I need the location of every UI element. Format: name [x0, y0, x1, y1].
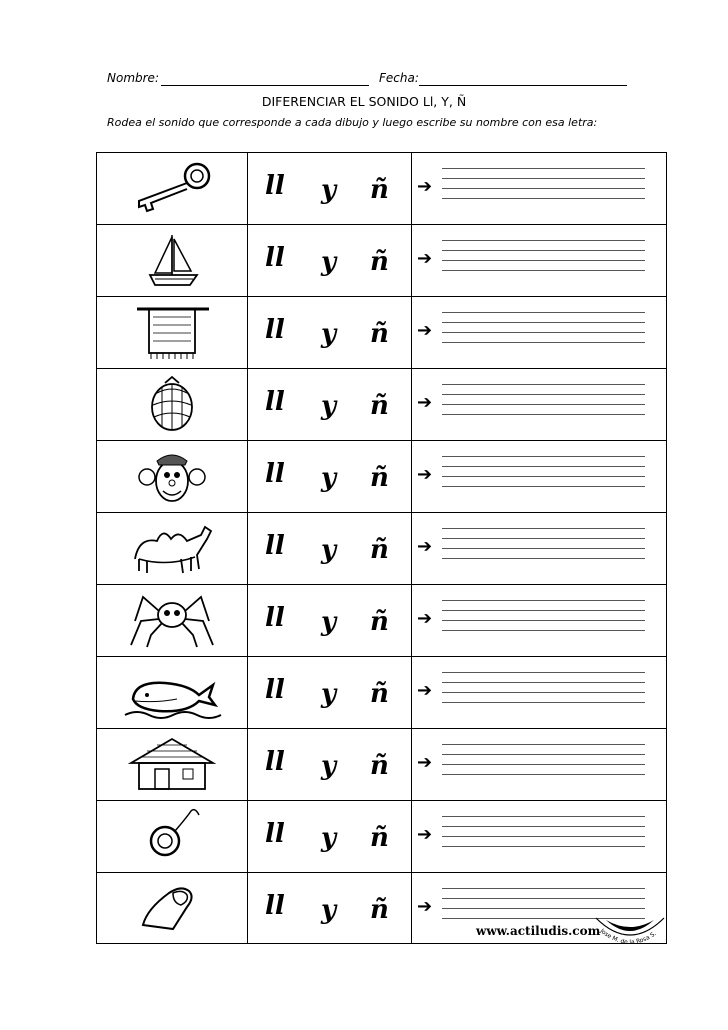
whale-icon: [117, 663, 227, 721]
column-divider: [411, 873, 412, 943]
writing-line: [442, 198, 645, 199]
letter-y-option[interactable]: y: [321, 751, 337, 781]
writing-line: [442, 456, 645, 457]
raspberry-icon: [117, 375, 227, 433]
column-divider: [411, 153, 412, 224]
hut-icon: [117, 735, 227, 793]
letter-n-option[interactable]: ñ: [370, 175, 389, 205]
clown-icon: [117, 447, 227, 505]
writing-line: [442, 476, 645, 477]
table-row: [96, 152, 667, 224]
letter-y-option[interactable]: y: [321, 247, 337, 277]
letter-n-option[interactable]: ñ: [370, 247, 389, 277]
table-row: [96, 224, 667, 296]
date-field[interactable]: [419, 85, 627, 86]
yoyo-icon: [117, 807, 227, 865]
writing-line: [442, 888, 645, 889]
author-logo: [592, 912, 668, 954]
letter-y-option[interactable]: y: [321, 679, 337, 709]
column-divider: [411, 441, 412, 512]
writing-line: [442, 270, 645, 271]
writing-line: [442, 414, 645, 415]
column-divider: [411, 297, 412, 368]
logo-text: Jose M. de la Rosa S.: [598, 927, 658, 947]
letter-n-option[interactable]: ñ: [370, 535, 389, 565]
letter-options: [248, 441, 411, 512]
letter-ll-option[interactable]: ll: [265, 459, 285, 489]
date-label: Fecha:: [379, 71, 419, 85]
header-fields: [107, 71, 627, 89]
table-row: [96, 656, 667, 728]
writing-line: [442, 908, 645, 909]
column-divider: [411, 225, 412, 296]
name-field[interactable]: [161, 85, 369, 86]
letter-ll-option[interactable]: ll: [265, 747, 285, 777]
arrow-right-icon: ➔: [417, 392, 433, 413]
writing-line: [442, 312, 645, 313]
letter-options: [248, 585, 411, 656]
letter-ll-option[interactable]: ll: [265, 531, 285, 561]
writing-line: [442, 836, 645, 837]
letter-ll-option[interactable]: ll: [265, 675, 285, 705]
letter-y-option[interactable]: y: [321, 319, 337, 349]
writing-line: [442, 188, 645, 189]
letter-ll-option[interactable]: ll: [265, 171, 285, 201]
letter-y-option[interactable]: y: [321, 535, 337, 565]
writing-line: [442, 178, 645, 179]
writing-line: [442, 754, 645, 755]
letter-n-option[interactable]: ñ: [370, 319, 389, 349]
column-divider: [411, 513, 412, 584]
letter-n-option[interactable]: ñ: [370, 679, 389, 709]
arrow-right-icon: ➔: [417, 536, 433, 557]
letter-y-option[interactable]: y: [321, 175, 337, 205]
writing-line: [442, 682, 645, 683]
name-label: Nombre:: [107, 71, 159, 85]
arrow-right-icon: ➔: [417, 896, 433, 917]
letter-ll-option[interactable]: ll: [265, 243, 285, 273]
sailboat-icon: [117, 231, 227, 289]
column-divider: [411, 657, 412, 728]
letter-options: [248, 657, 411, 728]
writing-line: [442, 394, 645, 395]
table-row: [96, 800, 667, 872]
letter-y-option[interactable]: y: [321, 823, 337, 853]
letter-ll-option[interactable]: ll: [265, 387, 285, 417]
letter-options: [248, 801, 411, 872]
arrow-right-icon: ➔: [417, 680, 433, 701]
writing-line: [442, 744, 645, 745]
table-row: [96, 584, 667, 656]
arrow-right-icon: ➔: [417, 176, 433, 197]
writing-line: [442, 250, 645, 251]
arrow-right-icon: ➔: [417, 320, 433, 341]
letter-ll-option[interactable]: ll: [265, 891, 285, 921]
letter-options: [248, 153, 411, 224]
writing-line: [442, 702, 645, 703]
letter-y-option[interactable]: y: [321, 895, 337, 925]
table-row: [96, 728, 667, 800]
website-text: www.actiludis.com: [476, 924, 601, 938]
letter-n-option[interactable]: ñ: [370, 463, 389, 493]
letter-y-option[interactable]: y: [321, 607, 337, 637]
writing-lines[interactable]: [442, 816, 645, 860]
page-title: DIFERENCIAR EL SONIDO Ll, Y, Ñ: [261, 94, 467, 109]
letter-y-option[interactable]: y: [321, 391, 337, 421]
letter-ll-option[interactable]: ll: [265, 603, 285, 633]
writing-line: [442, 538, 645, 539]
arrow-right-icon: ➔: [417, 248, 433, 269]
writing-line: [442, 486, 645, 487]
letter-n-option[interactable]: ñ: [370, 607, 389, 637]
writing-line: [442, 826, 645, 827]
spider-icon: [117, 591, 227, 649]
writing-lines[interactable]: [442, 672, 645, 716]
letter-options: [248, 297, 411, 368]
writing-line: [442, 610, 645, 611]
letter-ll-option[interactable]: ll: [265, 315, 285, 345]
writing-line: [442, 240, 645, 241]
letter-options: [248, 369, 411, 440]
letter-ll-option[interactable]: ll: [265, 819, 285, 849]
letter-options: [248, 873, 411, 943]
writing-line: [442, 322, 645, 323]
letter-n-option[interactable]: ñ: [370, 823, 389, 853]
column-divider: [411, 729, 412, 800]
key-icon: [117, 159, 227, 217]
writing-line: [442, 630, 645, 631]
arrow-right-icon: ➔: [417, 752, 433, 773]
writing-line: [442, 260, 645, 261]
arrow-right-icon: ➔: [417, 464, 433, 485]
writing-line: [442, 332, 645, 333]
table-row: [96, 440, 667, 512]
writing-line: [442, 558, 645, 559]
table-row: [96, 512, 667, 584]
writing-line: [442, 774, 645, 775]
writing-line: [442, 898, 645, 899]
instructions-text: Rodea el sonido que corresponde a cada dibujo y luego escribe su nombre con esa letra:: [107, 116, 598, 129]
writing-line: [442, 692, 645, 693]
letter-n-option[interactable]: ñ: [370, 391, 389, 421]
letter-options: [248, 225, 411, 296]
writing-line: [442, 528, 645, 529]
column-divider: [411, 801, 412, 872]
table-row: [96, 368, 667, 440]
writing-line: [442, 548, 645, 549]
writing-lines[interactable]: [442, 600, 645, 644]
letter-n-option[interactable]: ñ: [370, 895, 389, 925]
writing-lines[interactable]: [442, 240, 645, 284]
column-divider: [411, 585, 412, 656]
writing-line: [442, 764, 645, 765]
writing-line: [442, 672, 645, 673]
towel-icon: [117, 303, 227, 361]
arrow-right-icon: ➔: [417, 608, 433, 629]
letter-n-option[interactable]: ñ: [370, 751, 389, 781]
writing-lines[interactable]: [442, 312, 645, 356]
writing-line: [442, 342, 645, 343]
writing-line: [442, 168, 645, 169]
table-row: [96, 296, 667, 368]
exercise-table: [96, 152, 667, 947]
writing-lines[interactable]: [442, 384, 645, 428]
writing-line: [442, 384, 645, 385]
letter-options: [248, 513, 411, 584]
writing-lines[interactable]: [442, 456, 645, 500]
writing-line: [442, 846, 645, 847]
writing-line: [442, 816, 645, 817]
letter-options: [248, 729, 411, 800]
arrow-right-icon: ➔: [417, 824, 433, 845]
writing-lines[interactable]: [442, 168, 645, 212]
writing-line: [442, 466, 645, 467]
writing-line: [442, 600, 645, 601]
column-divider: [411, 369, 412, 440]
writing-lines[interactable]: [442, 528, 645, 572]
writing-line: [442, 404, 645, 405]
camel-icon: [117, 519, 227, 577]
writing-line: [442, 620, 645, 621]
letter-y-option[interactable]: y: [321, 463, 337, 493]
nail-icon: [117, 879, 227, 937]
writing-lines[interactable]: [442, 744, 645, 788]
